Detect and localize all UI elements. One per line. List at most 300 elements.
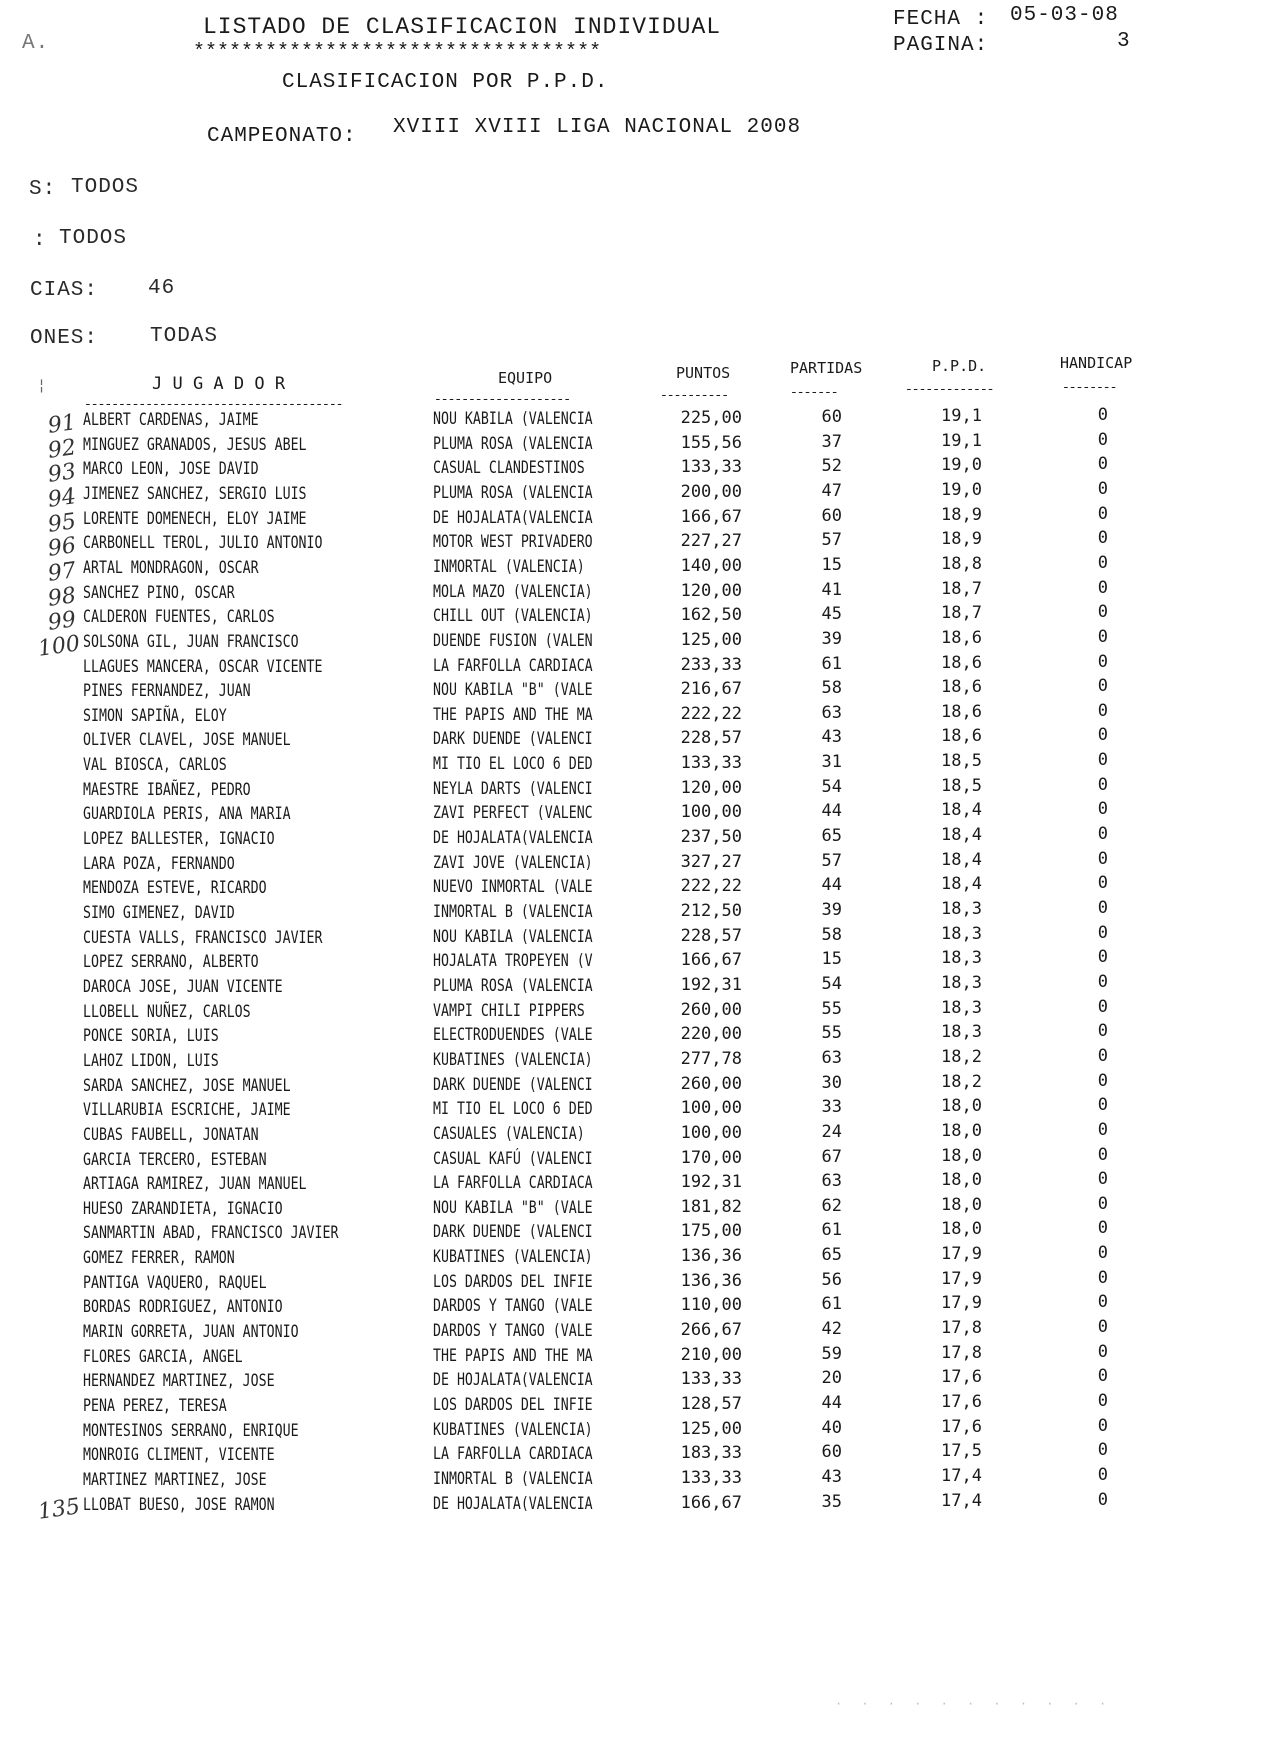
player-name: HUESO ZARANDIETA, IGNACIO	[83, 1198, 283, 1219]
points-value: 183,33	[680, 1443, 742, 1464]
points-value: 100,00	[680, 1122, 742, 1143]
player-name: SARDA SANCHEZ, JOSE MANUEL	[83, 1075, 291, 1096]
team-name: MOLA MAZO (VALENCIA)	[433, 581, 593, 602]
ppd-value: 18,2	[941, 1046, 982, 1067]
col-equipo: EQUIPO	[498, 369, 553, 387]
points-value: 166,67	[680, 506, 742, 527]
games-value: 67	[821, 1146, 842, 1167]
games-value: 37	[821, 431, 842, 452]
handicap-value: 0	[1097, 503, 1108, 524]
handicap-value: 0	[1097, 1415, 1108, 1436]
player-name: SOLSONA GIL, JUAN FRANCISCO	[83, 631, 299, 652]
col-puntos: PUNTOS	[676, 364, 731, 382]
handicap-value: 0	[1097, 799, 1108, 820]
handicap-value: 0	[1097, 971, 1108, 992]
scan-noise: · · · · · · · · · · ·	[835, 1697, 1113, 1711]
points-value: 120,00	[680, 777, 742, 798]
column-marker: ¦	[37, 376, 47, 394]
team-name: DARK DUENDE (VALENCI	[433, 729, 593, 750]
filter-label-1: S:	[29, 178, 57, 201]
campeonato-label: CAMPEONATO:	[207, 125, 357, 148]
pagina-value: 3	[1117, 30, 1131, 53]
player-name: MARTINEZ MARTINEZ, JOSE	[83, 1469, 267, 1490]
team-name: LA FARFOLLA CARDIACA	[433, 1173, 593, 1194]
player-name: MARIN GORRETA, JUAN ANTONIO	[83, 1322, 299, 1343]
games-value: 44	[821, 1393, 842, 1413]
player-name: JIMENEZ SANCHEZ, SERGIO LUIS	[83, 483, 307, 504]
games-value: 39	[821, 628, 842, 649]
games-value: 54	[821, 973, 842, 994]
points-value: 327,27	[680, 851, 742, 872]
games-value: 62	[821, 1195, 842, 1216]
player-name: CUESTA VALLS, FRANCISCO JAVIER	[83, 927, 323, 948]
games-value: 52	[821, 456, 842, 477]
games-value: 61	[821, 1294, 842, 1315]
points-value: 120,00	[680, 580, 742, 601]
games-value: 59	[821, 1343, 842, 1364]
report-subtitle: CLASIFICACION POR P.P.D.	[282, 71, 609, 94]
ppd-value: 18,3	[941, 948, 982, 969]
points-value: 200,00	[680, 481, 742, 502]
player-name: LLOBELL NUÑEZ, CARLOS	[83, 1001, 251, 1022]
games-value: 57	[821, 530, 842, 551]
ppd-value: 18,0	[941, 1096, 982, 1117]
ppd-value: 17,8	[941, 1318, 982, 1339]
team-name: MI TIO EL LOCO 6 DED	[433, 754, 593, 775]
team-name: ZAVI PERFECT (VALENC	[433, 803, 593, 824]
table-row	[0, 1489, 1275, 1523]
player-name: LOPEZ BALLESTER, IGNACIO	[83, 829, 275, 850]
handicap-value: 0	[1097, 1317, 1108, 1338]
handwritten-rank: 93	[46, 459, 78, 489]
team-name: LOS DARDOS DEL INFIE	[433, 1271, 593, 1292]
points-value: 166,67	[680, 950, 742, 971]
ppd-value: 18,2	[941, 1071, 982, 1092]
points-value: 222,22	[680, 876, 742, 897]
player-name: DAROCA JOSE, JUAN VICENTE	[83, 976, 283, 997]
points-value: 260,00	[680, 999, 742, 1020]
team-name: NEYLA DARTS (VALENCI	[433, 778, 593, 799]
games-value: 58	[821, 678, 842, 699]
player-name: GUARDIOLA PERIS, ANA MARIA	[83, 804, 291, 825]
ppd-value: 18,8	[941, 553, 982, 574]
ppd-value: 18,0	[941, 1145, 982, 1166]
handicap-value: 0	[1097, 996, 1108, 1017]
ppd-value: 17,6	[941, 1392, 982, 1412]
team-name: ELECTRODUENDES (VALE	[433, 1025, 593, 1046]
filter-label-4: ONES:	[30, 327, 99, 350]
games-value: 30	[821, 1072, 842, 1093]
player-name: SANMARTIN ABAD, FRANCISCO JAVIER	[83, 1223, 339, 1244]
points-value: 140,00	[680, 555, 742, 576]
games-value: 24	[821, 1121, 842, 1142]
player-name: VAL BIOSCA, CARLOS	[83, 755, 227, 776]
handicap-value: 0	[1097, 552, 1108, 573]
team-name: MI TIO EL LOCO 6 DED	[433, 1099, 593, 1120]
games-value: 60	[821, 505, 842, 526]
points-value: 225,00	[680, 408, 742, 428]
player-name: LLOBAT BUESO, JOSE RAMON	[83, 1494, 275, 1515]
handicap-value: 0	[1097, 824, 1108, 845]
handicap-value: 0	[1097, 873, 1108, 894]
points-value: 266,67	[680, 1320, 742, 1341]
ppd-value: 18,7	[941, 603, 982, 624]
games-value: 56	[821, 1269, 842, 1290]
player-name: MAESTRE IBAÑEZ, PEDRO	[83, 779, 251, 800]
handicap-value: 0	[1097, 1218, 1108, 1239]
ppd-value: 17,9	[941, 1268, 982, 1289]
handwritten-rank: 91	[46, 410, 78, 439]
ppd-value: 17,6	[941, 1367, 982, 1388]
points-value: 100,00	[680, 802, 742, 823]
filter-value-4: TODAS	[150, 325, 219, 348]
games-value: 61	[821, 653, 842, 674]
team-name: DE HOJALATA(VALENCIA	[433, 507, 593, 528]
ppd-value: 17,8	[941, 1342, 982, 1363]
left-margin-marker: A.	[22, 32, 50, 55]
ppd-value: 18,5	[941, 775, 982, 796]
team-name: PLUMA ROSA (VALENCIA	[433, 482, 593, 503]
ppd-value: 18,9	[941, 529, 982, 550]
team-name: DE HOJALATA(VALENCIA	[433, 1493, 593, 1514]
team-name: CASUAL CLANDESTINOS	[433, 458, 585, 479]
handwritten-rank: 97	[46, 558, 78, 587]
player-name: FLORES GARCIA, ANGEL	[83, 1346, 243, 1367]
team-name: DUENDE FUSION (VALEN	[433, 630, 593, 651]
handicap-value: 0	[1097, 1489, 1108, 1510]
games-value: 41	[821, 579, 842, 600]
player-name: BORDAS RODRIGUEZ, ANTONIO	[83, 1297, 283, 1318]
ppd-value: 18,0	[941, 1219, 982, 1240]
handicap-value: 0	[1097, 1169, 1108, 1190]
ppd-value: 18,3	[941, 972, 982, 993]
games-value: 44	[821, 875, 842, 896]
points-value: 136,36	[680, 1246, 742, 1267]
underline-partidas: -------	[790, 385, 838, 400]
player-name: SANCHEZ PINO, OSCAR	[83, 582, 235, 603]
ppd-value: 18,6	[941, 726, 982, 747]
handicap-value: 0	[1097, 750, 1108, 771]
games-value: 44	[821, 801, 842, 822]
points-value: 125,00	[680, 629, 742, 650]
team-name: PLUMA ROSA (VALENCIA	[433, 433, 593, 454]
handicap-value: 0	[1097, 1391, 1108, 1411]
player-name: CALDERON FUENTES, CARLOS	[83, 607, 275, 628]
player-name: HERNANDEZ MARTINEZ, JOSE	[83, 1371, 275, 1392]
player-name: PENA PEREZ, TERESA	[83, 1396, 227, 1416]
handicap-value: 0	[1097, 725, 1108, 746]
team-name: DARDOS Y TANGO (VALE	[433, 1296, 593, 1317]
team-name: THE PAPIS AND THE MA	[433, 1345, 593, 1366]
points-value: 216,67	[680, 679, 742, 700]
player-name: PINES FERNANDEZ, JUAN	[83, 681, 251, 702]
team-name: DARDOS Y TANGO (VALE	[433, 1321, 593, 1342]
col-ppd: P.P.D.	[932, 357, 987, 375]
ppd-value: 18,0	[941, 1194, 982, 1215]
ppd-value: 18,6	[941, 701, 982, 722]
points-value: 181,82	[680, 1196, 742, 1217]
handicap-value: 0	[1097, 848, 1108, 869]
points-value: 170,00	[680, 1147, 742, 1168]
games-value: 45	[821, 604, 842, 625]
handwritten-rank: 99	[46, 607, 78, 637]
points-value: 233,33	[680, 654, 742, 675]
player-name: MONROIG CLIMENT, VICENTE	[83, 1445, 275, 1466]
handicap-value: 0	[1097, 1144, 1108, 1165]
games-value: 63	[821, 1047, 842, 1068]
points-value: 277,78	[680, 1048, 742, 1069]
ppd-value: 17,4	[941, 1465, 982, 1486]
handwritten-rank: 94	[46, 484, 78, 513]
team-name: KUBATINES (VALENCIA)	[433, 1049, 593, 1070]
ppd-value: 18,6	[941, 652, 982, 673]
games-value: 65	[821, 826, 842, 847]
handicap-value: 0	[1097, 1095, 1108, 1116]
games-value: 55	[821, 998, 842, 1019]
player-name: MONTESINOS SERRANO, ENRIQUE	[83, 1420, 299, 1441]
player-name: ALBERT CARDENAS, JAIME	[83, 410, 259, 430]
handicap-value: 0	[1097, 676, 1108, 697]
ppd-value: 18,4	[941, 800, 982, 821]
fecha-label: FECHA :	[893, 8, 989, 31]
games-value: 57	[821, 850, 842, 871]
player-name: VILLARUBIA ESCRICHE, JAIME	[83, 1100, 291, 1121]
games-value: 60	[821, 1442, 842, 1463]
games-value: 65	[821, 1245, 842, 1266]
handwritten-rank: 92	[46, 434, 78, 464]
underline-equipo: --------------------	[434, 392, 571, 407]
games-value: 47	[821, 480, 842, 501]
games-value: 15	[821, 949, 842, 970]
points-value: 136,36	[680, 1270, 742, 1291]
team-name: HOJALATA TROPEYEN (V	[433, 951, 593, 972]
handicap-value: 0	[1097, 651, 1108, 672]
player-name: SIMON SAPIÑA, ELOY	[83, 705, 227, 726]
player-name: CUBAS FAUBELL, JONATAN	[83, 1124, 259, 1145]
points-value: 100,00	[680, 1098, 742, 1119]
title-underline-stars: **********************************	[193, 41, 602, 64]
handicap-value: 0	[1097, 1464, 1108, 1485]
campeonato-value: XVIII XVIII LIGA NACIONAL 2008	[393, 116, 802, 139]
player-name: OLIVER CLAVEL, JOSE MANUEL	[83, 730, 291, 751]
games-value: 54	[821, 776, 842, 797]
ppd-value: 17,6	[941, 1416, 982, 1437]
points-value: 133,33	[680, 457, 742, 478]
handicap-value: 0	[1097, 1243, 1108, 1264]
filter-value-3: 46	[148, 277, 176, 300]
team-name: NUEVO INMORTAL (VALE	[433, 877, 593, 898]
handicap-value: 0	[1097, 1267, 1108, 1288]
games-value: 43	[821, 1466, 842, 1487]
handicap-value: 0	[1097, 922, 1108, 943]
points-value: 192,31	[680, 974, 742, 995]
team-name: NOU KABILA (VALENCIA	[433, 926, 593, 947]
col-partidas: PARTIDAS	[790, 359, 863, 377]
points-value: 222,22	[680, 703, 742, 724]
handicap-value: 0	[1097, 1292, 1108, 1313]
player-name: PANTIGA VAQUERO, RAQUEL	[83, 1272, 267, 1293]
ppd-value: 18,3	[941, 997, 982, 1018]
team-name: CHILL OUT (VALENCIA)	[433, 606, 593, 627]
team-name: LOS DARDOS DEL INFIE	[433, 1395, 593, 1415]
points-value: 125,00	[680, 1418, 742, 1439]
points-value: 162,50	[680, 605, 742, 626]
points-value: 133,33	[680, 753, 742, 774]
handicap-value: 0	[1097, 774, 1108, 795]
handicap-value: 0	[1097, 1021, 1108, 1042]
handicap-value: 0	[1097, 602, 1108, 623]
games-value: 42	[821, 1319, 842, 1340]
col-handicap: HANDICAP	[1060, 354, 1133, 372]
handicap-value: 0	[1097, 700, 1108, 721]
points-value: 133,33	[680, 1467, 742, 1488]
points-value: 210,00	[680, 1344, 742, 1365]
games-value: 40	[821, 1417, 842, 1438]
team-name: INMORTAL B (VALENCIA	[433, 1468, 593, 1489]
ppd-value: 18,4	[941, 825, 982, 846]
ppd-value: 18,3	[941, 899, 982, 919]
team-name: LA FARFOLLA CARDIACA	[433, 1444, 593, 1465]
ppd-value: 19,1	[941, 430, 982, 451]
handwritten-rank: 100	[36, 631, 82, 662]
ppd-value: 17,4	[941, 1490, 982, 1511]
team-name: DE HOJALATA(VALENCIA	[433, 828, 593, 849]
player-name: ARTIAGA RAMIREZ, JUAN MANUEL	[83, 1174, 307, 1195]
points-value: 110,00	[680, 1295, 742, 1316]
player-name: LLAGUES MANCERA, OSCAR VICENTE	[83, 656, 323, 677]
player-name: MENDOZA ESTEVE, RICARDO	[83, 878, 267, 899]
games-value: 31	[821, 752, 842, 773]
handicap-value: 0	[1097, 577, 1108, 598]
games-value: 33	[821, 1097, 842, 1118]
pagina-label: PAGINA:	[893, 34, 989, 57]
team-name: INMORTAL B (VALENCIA	[433, 902, 593, 922]
points-value: 166,67	[680, 1492, 742, 1513]
points-value: 128,57	[680, 1394, 742, 1414]
handicap-value: 0	[1097, 405, 1108, 425]
handwritten-rank: 98	[46, 582, 78, 612]
player-name: SIMO GIMENEZ, DAVID	[83, 903, 235, 923]
underline-handicap: --------	[1062, 380, 1117, 395]
ppd-value: 18,0	[941, 1120, 982, 1141]
team-name: NOU KABILA "B" (VALE	[433, 680, 593, 701]
ppd-value: 18,0	[941, 1170, 982, 1191]
player-name: MARCO LEON, JOSE DAVID	[83, 459, 259, 480]
player-name: ARTAL MONDRAGON, OSCAR	[83, 557, 259, 578]
ppd-value: 19,1	[941, 406, 982, 426]
points-value: 155,56	[680, 432, 742, 453]
games-value: 15	[821, 554, 842, 575]
games-value: 63	[821, 1171, 842, 1192]
ppd-value: 18,4	[941, 849, 982, 870]
handicap-value: 0	[1097, 454, 1108, 475]
fecha-value: 05-03-08	[1010, 4, 1119, 27]
player-name: LOPEZ SERRANO, ALBERTO	[83, 952, 259, 973]
team-name: ZAVI JOVE (VALENCIA)	[433, 852, 593, 873]
underline-puntos: ----------	[660, 388, 729, 403]
games-value: 39	[821, 900, 842, 920]
points-value: 212,50	[680, 901, 742, 921]
team-name: CASUAL KAFÚ (VALENCI	[433, 1148, 593, 1169]
handwritten-rank: 95	[46, 508, 78, 538]
underline-jugador: --------------------------------------	[84, 397, 343, 412]
handicap-value: 0	[1097, 1119, 1108, 1140]
points-value: 237,50	[680, 827, 742, 848]
filter-label-3: CIAS:	[30, 279, 99, 302]
player-name: LORENTE DOMENECH, ELOY JAIME	[83, 508, 307, 529]
team-name: INMORTAL (VALENCIA)	[433, 556, 585, 577]
handicap-value: 0	[1097, 528, 1108, 549]
points-value: 133,33	[680, 1369, 742, 1390]
games-value: 43	[821, 727, 842, 748]
handicap-value: 0	[1097, 1341, 1108, 1362]
team-name: THE PAPIS AND THE MA	[433, 704, 593, 725]
team-name: LA FARFOLLA CARDIACA	[433, 655, 593, 676]
team-name: DARK DUENDE (VALENCI	[433, 1074, 593, 1095]
points-value: 228,57	[680, 728, 742, 749]
underline-ppd: -------------	[905, 382, 994, 397]
team-name: KUBATINES (VALENCIA)	[433, 1419, 593, 1440]
games-value: 60	[821, 407, 842, 427]
team-name: DE HOJALATA(VALENCIA	[433, 1370, 593, 1391]
handicap-value: 0	[1097, 947, 1108, 968]
ppd-value: 18,7	[941, 578, 982, 599]
ppd-value: 18,3	[941, 923, 982, 944]
team-name: NOU KABILA (VALENCIA	[433, 409, 593, 429]
games-value: 20	[821, 1368, 842, 1389]
player-name: PONCE SORIA, LUIS	[83, 1026, 219, 1047]
ppd-value: 18,5	[941, 751, 982, 772]
player-name: LAHOZ LIDON, LUIS	[83, 1050, 219, 1071]
points-value: 220,00	[680, 1024, 742, 1045]
player-name: MINGUEZ GRANADOS, JESUS ABEL	[83, 434, 307, 455]
ppd-value: 17,5	[941, 1441, 982, 1462]
games-value: 63	[821, 702, 842, 723]
player-name: CARBONELL TEROL, JULIO ANTONIO	[83, 533, 323, 554]
points-value: 175,00	[680, 1221, 742, 1242]
ppd-value: 19,0	[941, 479, 982, 500]
points-value: 192,31	[680, 1172, 742, 1193]
team-name: MOTOR WEST PRIVADERO	[433, 532, 593, 553]
player-name: GARCIA TERCERO, ESTEBAN	[83, 1149, 267, 1170]
player-name: GOMEZ FERRER, RAMON	[83, 1248, 235, 1269]
points-value: 227,27	[680, 531, 742, 552]
filter-label-2: :	[33, 229, 47, 252]
handicap-value: 0	[1097, 626, 1108, 647]
points-value: 228,57	[680, 925, 742, 946]
team-name: CASUALES (VALENCIA)	[433, 1123, 585, 1144]
ppd-value: 17,9	[941, 1293, 982, 1314]
filter-value-1: TODOS	[71, 176, 140, 199]
handicap-value: 0	[1097, 1366, 1108, 1387]
ppd-value: 18,6	[941, 677, 982, 698]
handicap-value: 0	[1097, 478, 1108, 499]
points-value: 260,00	[680, 1073, 742, 1094]
handicap-value: 0	[1097, 898, 1108, 918]
handwritten-rank: 135	[36, 1493, 82, 1525]
report-title: LISTADO DE CLASIFICACION INDIVIDUAL	[203, 14, 722, 40]
games-value: 58	[821, 924, 842, 945]
handicap-value: 0	[1097, 1070, 1108, 1091]
games-value: 35	[821, 1491, 842, 1512]
handwritten-rank: 96	[46, 533, 78, 563]
ppd-value: 19,0	[941, 455, 982, 476]
player-name: LARA POZA, FERNANDO	[83, 853, 235, 874]
ppd-value: 18,6	[941, 627, 982, 648]
team-name: PLUMA ROSA (VALENCIA	[433, 975, 593, 996]
games-value: 61	[821, 1220, 842, 1241]
team-name: NOU KABILA "B" (VALE	[433, 1197, 593, 1218]
